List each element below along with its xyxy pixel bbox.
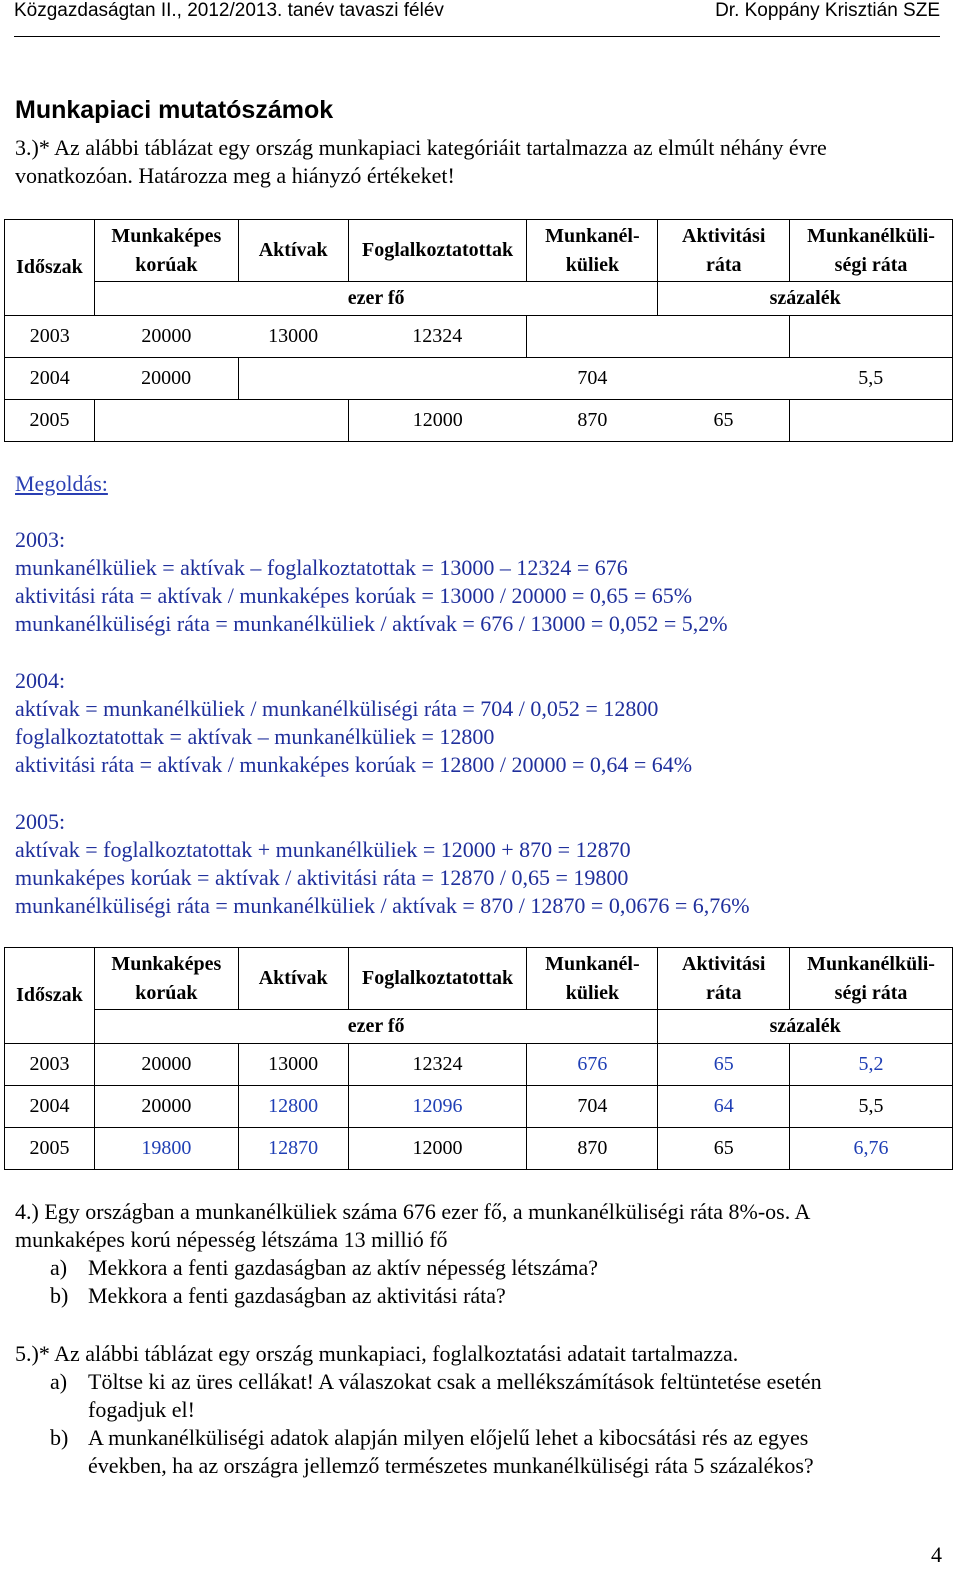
table-exercise <box>4 219 953 442</box>
header-unemployment-rate: Munkanélküli- ségi ráta <box>790 220 953 282</box>
table-cell: 13000 <box>238 1044 348 1086</box>
page-header <box>14 0 940 37</box>
table-cell: 20000 <box>94 316 238 358</box>
list-item: a) Töltse ki az üres cellákat! A válaszokat csak a mellékszámítások feltüntetése esetén fogadjuk el! <box>50 1369 822 1422</box>
header-activity-rate: Aktivitási ráta <box>658 948 790 1010</box>
sol-2003-line: munkanélküliségi ráta = munkanélküliek / aktívak = 676 / 13000 = 0,052 = 5,2% <box>15 611 728 636</box>
table-row <box>5 400 953 442</box>
table-row <box>5 358 953 400</box>
table-row <box>5 316 953 358</box>
unit-percent: százalék <box>658 282 953 316</box>
header-working-age: Munkaképes korúak <box>94 220 238 282</box>
table-cell: 2004 <box>5 358 95 400</box>
table-cell: 19800 <box>94 1128 238 1170</box>
header-unemployed: Munkanél- küliek <box>527 948 658 1010</box>
sol-2003-line: aktivitási ráta = aktívak / munkaképes korúak = 13000 / 20000 = 0,65 = 65% <box>15 583 693 608</box>
table-cell: 704 <box>527 358 658 400</box>
table-cell: 870 <box>527 1128 658 1170</box>
table-cell: 2003 <box>5 316 95 358</box>
header-period: Időszak <box>5 220 95 316</box>
solution-label: Megoldás: <box>15 471 108 496</box>
sol-2004-heading: 2004: <box>15 668 66 693</box>
table-cell: 65 <box>658 400 790 442</box>
header-employed: Foglalkoztatottak <box>348 948 527 1010</box>
header-author: Dr. Koppány Krisztián SZE <box>715 0 940 21</box>
sol-2004-line: aktivitási ráta = aktívak / munkaképes korúak = 12800 / 20000 = 0,64 = 64% <box>15 752 693 777</box>
section-title: Munkapiaci mutatószámok <box>15 96 334 124</box>
table-cell: 12096 <box>348 1086 527 1128</box>
table-cell: 65 <box>658 1128 790 1170</box>
table-cell: 5,5 <box>790 358 953 400</box>
header-course: Közgazdaságtan II., 2012/2013. tanév tavaszi félév <box>14 0 444 21</box>
list-item: b) Mekkora a fenti gazdaságban az aktivitási ráta? <box>50 1283 506 1308</box>
table-row <box>5 1086 953 1128</box>
header-active: Aktívak <box>238 220 348 282</box>
table-cell: 20000 <box>94 1086 238 1128</box>
header-unemployment-rate: Munkanélküli- ségi ráta <box>790 948 953 1010</box>
table-cell: 870 <box>527 400 658 442</box>
task4-text-2: munkaképes korú népesség létszáma 13 millió fő <box>15 1227 448 1252</box>
list-item: a) Mekkora a fenti gazdaságban az aktív népesség létszáma? <box>50 1255 599 1280</box>
table-solution <box>4 947 953 1170</box>
table-cell: 5,5 <box>790 1086 953 1128</box>
task5-text-1: 5.)* Az alábbi táblázat egy ország munkapiaci, foglalkoztatási adatait tartalmazza. <box>15 1341 739 1366</box>
table-cell: 12800 <box>238 1086 348 1128</box>
unit-thousand: ezer fő <box>94 282 657 316</box>
unit-thousand: ezer fő <box>94 1010 657 1044</box>
sol-2005-line: aktívak = foglalkoztatottak + munkanélküliek = 12000 + 870 = 12870 <box>15 837 631 862</box>
table-cell: 2004 <box>5 1086 95 1128</box>
task4-questions <box>50 1254 598 1310</box>
sol-2005-line: munkanélküliségi ráta = munkanélküliek / aktívak = 870 / 12870 = 0,0676 = 6,76% <box>15 893 750 918</box>
table-cell <box>527 316 790 358</box>
header-period: Időszak <box>5 948 95 1044</box>
table-cell: 676 <box>527 1044 658 1086</box>
table-cell: 2005 <box>5 400 95 442</box>
table-cell: 20000 <box>94 1044 238 1086</box>
table-cell: 12000 <box>348 1128 527 1170</box>
header-active: Aktívak <box>238 948 348 1010</box>
table-cell: 12324 <box>348 316 527 358</box>
task5-questions <box>50 1368 822 1480</box>
header-working-age: Munkaképes korúak <box>94 948 238 1010</box>
task3-text-1: 3.)* Az alábbi táblázat egy ország munkapiaci kategóriáit tartalmazza az elmúlt néhány évre <box>15 135 827 160</box>
table-cell: 20000 <box>94 358 238 400</box>
sol-2004-line: aktívak = munkanélküliek / munkanélküliségi ráta = 704 / 0,052 = 12800 <box>15 696 659 721</box>
task4-text-1: 4.) Egy országban a munkanélküliek száma 676 ezer fő, a munkanélküliségi ráta 8%-os. A <box>15 1199 811 1224</box>
table-cell: 6,76 <box>790 1128 953 1170</box>
sol-2003-heading: 2003: <box>15 527 66 552</box>
sol-2005-line: munkaképes korúak = aktívak / aktivitási ráta = 12870 / 0,65 = 19800 <box>15 865 629 890</box>
table-cell: 12324 <box>348 1044 527 1086</box>
table-cell: 13000 <box>238 316 348 358</box>
sol-2003-line: munkanélküliek = aktívak – foglalkoztatottak = 13000 – 12324 = 676 <box>15 555 628 580</box>
sol-2004-line: foglalkoztatottak = aktívak – munkanélküliek = 12800 <box>15 724 495 749</box>
table-cell: 65 <box>658 1044 790 1086</box>
table-cell: 12000 <box>348 400 527 442</box>
table-row <box>5 1128 953 1170</box>
table-cell <box>790 400 953 442</box>
table-row <box>5 1044 953 1086</box>
header-unemployed: Munkanél- küliek <box>527 220 658 282</box>
list-item: b) A munkanélküliségi adatok alapján milyen előjelű lehet a kibocsátási rés az egyes években, ha az országra jellemző természetes munkanélküliségi ráta 5 százalékos? <box>50 1425 814 1478</box>
header-activity-rate: Aktivitási ráta <box>658 220 790 282</box>
sol-2005-heading: 2005: <box>15 809 66 834</box>
header-employed: Foglalkoztatottak <box>348 220 527 282</box>
table-cell: 12870 <box>238 1128 348 1170</box>
table-cell: 64 <box>658 1086 790 1128</box>
table-cell <box>94 400 348 442</box>
unit-percent: százalék <box>658 1010 953 1044</box>
table-cell: 704 <box>527 1086 658 1128</box>
table-cell <box>658 358 790 400</box>
table-cell <box>790 316 953 358</box>
table-cell: 5,2 <box>790 1044 953 1086</box>
page-number: 4 <box>931 1542 942 1567</box>
table-cell: 2005 <box>5 1128 95 1170</box>
task3-text-2: vonatkozóan. Határozza meg a hiányzó értékeket! <box>15 163 455 188</box>
table-cell <box>238 358 527 400</box>
table-cell: 2003 <box>5 1044 95 1086</box>
